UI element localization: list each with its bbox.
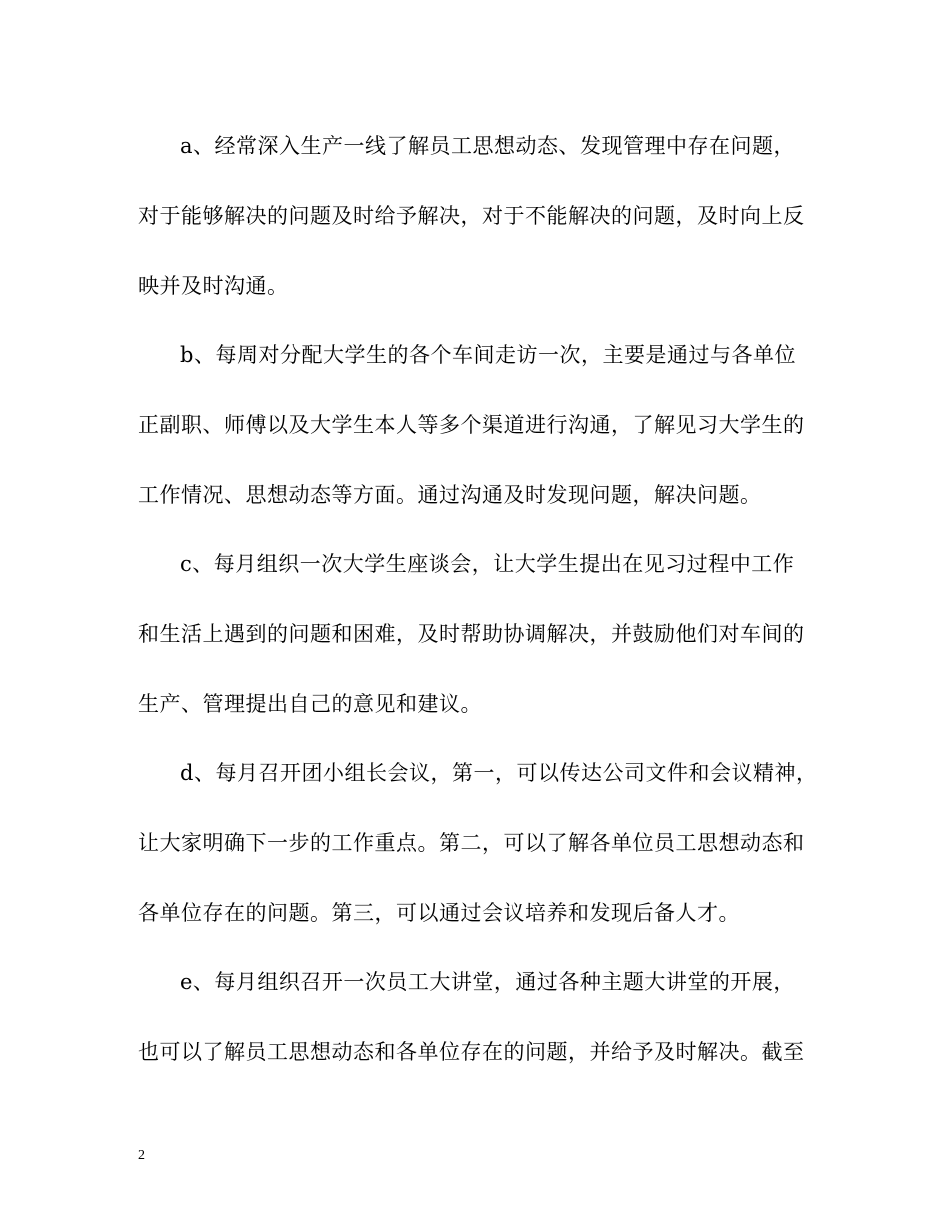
paragraph-c-line-2: 和生活上遇到的问题和困难，及时帮助协调解决，并鼓励他们对车间的 [138, 622, 805, 646]
paragraph-b-line-3: 工作情况、思想动态等方面。通过沟通及时发现问题，解决问题。 [138, 483, 762, 507]
paragraph-b-line-1: b、每周对分配大学生的各个车间走访一次，主要是通过与各单位 [180, 343, 796, 367]
paragraph-c-line-3: 生产、管理提出自己的意见和建议。 [138, 692, 482, 716]
paragraph-c-line-1: c、每月组织一次大学生座谈会，让大学生提出在见习过程中工作 [180, 552, 795, 576]
paragraph-d-line-2: 让大家明确下一步的工作重点。第二，可以了解各单位员工思想动态和 [138, 831, 805, 855]
paragraph-a-line-2: 对于能够解决的问题及时给予解决，对于不能解决的问题，及时向上反 [138, 204, 805, 228]
paragraph-e-line-2: 也可以了解员工思想动态和各单位存在的问题，并给予及时解决。截至 [138, 1040, 805, 1064]
paragraph-a-line-3: 映并及时沟通。 [138, 274, 289, 298]
paragraph-d-line-1: d、每月召开团小组长会议，第一，可以传达公司文件和会议精神， [180, 761, 818, 785]
page-number: 2 [138, 1148, 145, 1163]
paragraph-d-line-3: 各单位存在的问题。第三，可以通过会议培养和发现后备人才。 [138, 901, 740, 925]
paragraph-e-line-1: e、每月组织召开一次员工大讲堂，通过各种主题大讲堂的开展， [180, 970, 795, 994]
paragraph-b-line-2: 正副职、师傅以及大学生本人等多个渠道进行沟通，了解见习大学生的 [138, 413, 805, 437]
paragraph-a-line-1: a、经常深入生产一线了解员工思想动态、发现管理中存在问题， [180, 134, 796, 158]
